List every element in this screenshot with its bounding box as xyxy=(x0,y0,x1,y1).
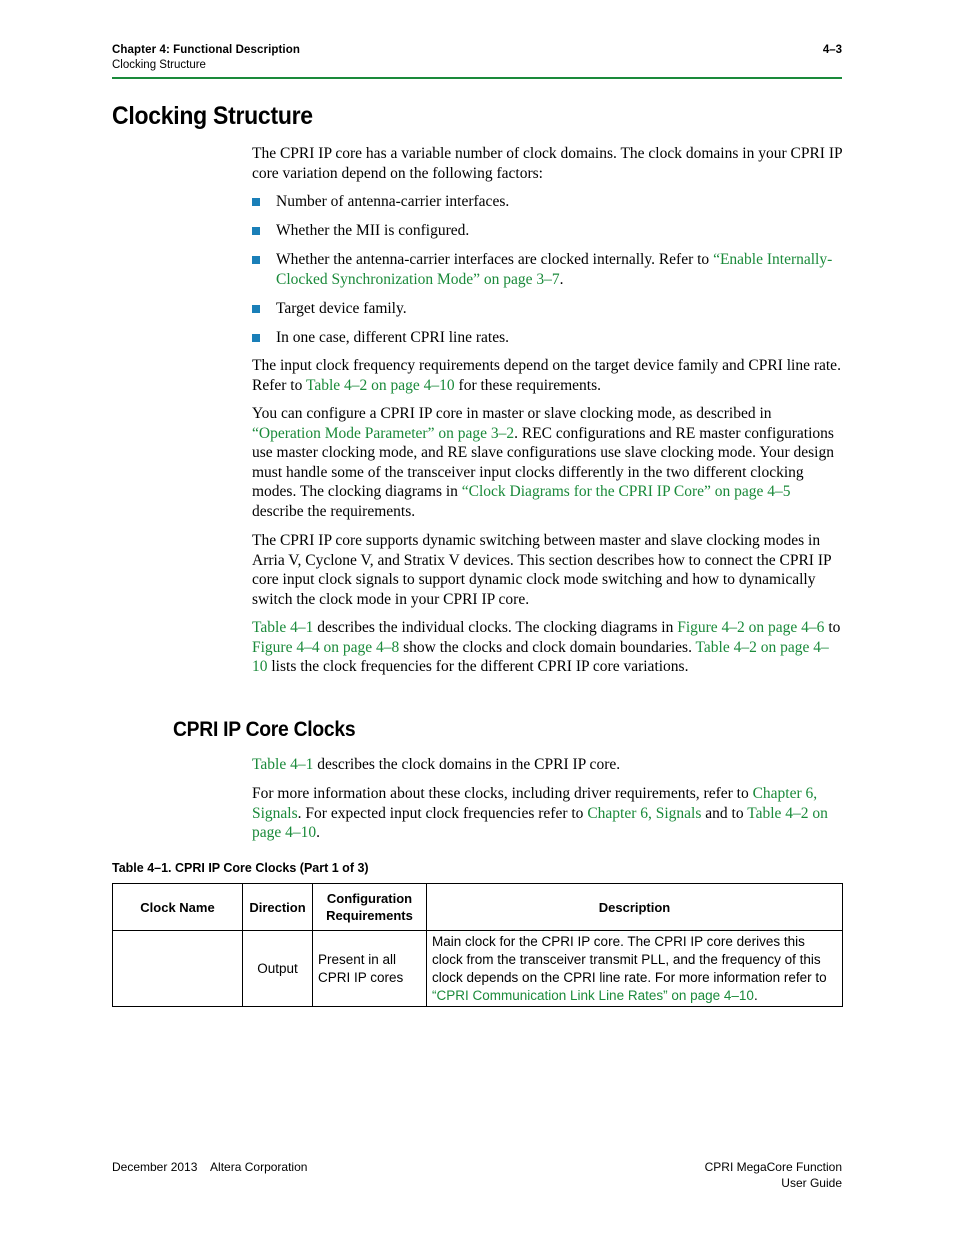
cross-reference-link[interactable]: Table 4–2 on page 4–10 xyxy=(252,804,828,841)
cell-line: CPRI IP cores xyxy=(318,969,404,985)
subsection-intro xyxy=(252,755,844,775)
paragraph-text: You can configure a CPRI IP core in master or slave clocking mode, as described in xyxy=(252,405,772,422)
paragraph-text: The input clock frequency requirements depend on the target device family and CPRI line rate. Refer to xyxy=(252,357,841,394)
bullet-square-icon xyxy=(252,305,260,313)
dynamic-switching-paragraph xyxy=(252,531,844,609)
cross-reference-link[interactable]: Table 4–1 xyxy=(252,756,314,773)
footer-document-type: User Guide xyxy=(781,1176,842,1190)
table-header-row xyxy=(113,884,843,931)
section-heading: CPRI IP Core Clocks xyxy=(173,718,356,741)
column-header-clock-name: Clock Name xyxy=(113,884,243,931)
paragraph-text: and to xyxy=(701,804,748,822)
paragraph-text: The CPRI IP core supports dynamic switching between master and slave clocking modes in Arria V, Cyclone V, and Stratix V devices. This section describes how to connect the CPRI IP core input clock signals to support dynamic clock mode switching and how to dynamically switch the clock mode in your CPRI IP core. xyxy=(252,532,832,608)
cross-reference-link[interactable]: Chapter 6, Signals xyxy=(587,804,702,822)
running-header-chapter: Chapter 4: Functional Description xyxy=(112,44,300,56)
cell-clock-name xyxy=(113,931,243,1007)
cross-reference-link[interactable]: Chapter 6, Signals xyxy=(252,785,818,822)
cross-reference-link[interactable]: Table 4–1 xyxy=(252,619,314,636)
bullet-square-icon xyxy=(252,334,260,342)
cell-description xyxy=(427,931,843,1007)
bullet-square-icon xyxy=(252,198,260,206)
paragraph-text: describes the individual clocks. The clocking diagrams in xyxy=(313,619,678,636)
paragraph-text: . For expected input clock frequencies refer to xyxy=(297,804,588,822)
cell-direction: Output xyxy=(243,931,313,1007)
column-header-description: Description xyxy=(427,884,843,931)
clocks-table xyxy=(112,883,843,1007)
page-number: 4–3 xyxy=(822,44,842,56)
list-item-text: In one case, different CPRI line rates. xyxy=(276,329,509,346)
paragraph-text: to xyxy=(824,619,841,636)
list-item xyxy=(252,299,844,328)
footer-document-title: CPRI MegaCore Function xyxy=(704,1160,842,1174)
factor-list xyxy=(252,192,844,357)
column-header-configuration xyxy=(313,884,427,931)
cross-reference-link[interactable]: Figure 4–2 on page 4–6 xyxy=(677,619,825,636)
cross-reference-link[interactable]: “Operation Mode Parameter” on page 3–2 xyxy=(252,424,515,442)
list-item-text: Number of antenna-carrier interfaces. xyxy=(276,193,510,210)
cross-reference-link[interactable]: “Clock Diagrams for the CPRI IP Core” on page 4–5 xyxy=(461,483,791,500)
cell-configuration xyxy=(313,931,427,1007)
cell-text: . xyxy=(753,987,758,1003)
header-line: Requirements xyxy=(326,908,413,923)
list-item-text: Whether the MII is configured. xyxy=(276,222,470,239)
list-item xyxy=(252,221,844,250)
clock-reference-paragraph xyxy=(252,618,844,677)
column-header-direction: Direction xyxy=(243,884,313,931)
paragraph-text: lists the clock frequencies for the different CPRI IP core variations. xyxy=(267,658,689,675)
paragraph-text: show the clocks and clock domain boundaries. xyxy=(399,638,696,656)
subsection-references xyxy=(252,784,844,843)
cross-reference-link[interactable]: Table 4–2 on page 4–10 xyxy=(252,638,829,675)
paragraph-text: For more information about these clocks, including driver requirements, refer to xyxy=(252,785,753,802)
list-item-text: . xyxy=(559,270,564,288)
paragraph-text: describe the requirements. xyxy=(252,502,416,520)
page-title: Clocking Structure xyxy=(112,102,313,130)
frequency-paragraph xyxy=(252,356,844,395)
bullet-square-icon xyxy=(252,256,260,264)
cell-line: Present in all xyxy=(318,951,397,967)
cell-text: Main clock for the CPRI IP core. The CPRI IP core derives this clock from the transceiver transmit PLL, and the frequency of this clock depends on the CPRI line rate. For more information refer to xyxy=(432,933,827,985)
running-header-section: Clocking Structure xyxy=(112,59,206,71)
list-item xyxy=(252,328,844,357)
cross-reference-link[interactable]: Table 4–2 on page 4–10 xyxy=(305,376,455,394)
paragraph-text: for these requirements. xyxy=(454,376,602,394)
table-caption: Table 4–1. CPRI IP Core Clocks (Part 1 of 3) xyxy=(112,861,369,875)
list-item-text: Whether the antenna-carrier interfaces are clocked internally. Refer to xyxy=(276,251,714,268)
bullet-square-icon xyxy=(252,227,260,235)
footer-date-publisher: December 2013 Altera Corporation xyxy=(112,1160,308,1174)
paragraph-text: . xyxy=(316,824,321,841)
table-row xyxy=(113,931,843,1007)
cross-reference-link[interactable]: “CPRI Communication Link Line Rates” on page 4–10 xyxy=(432,987,754,1003)
header-rule xyxy=(112,77,842,79)
paragraph-text: . REC configurations and RE master configurations use master clocking mode, and RE slave configurations use slave clocking mode. Your design must handle some of the transceiver input clocks differently in the two different clocking modes. The clocking diagrams in xyxy=(252,424,834,500)
clocking-mode-paragraph xyxy=(252,404,844,521)
list-item xyxy=(252,192,844,221)
intro-paragraph xyxy=(252,144,844,183)
intro-text: The CPRI IP core has a variable number of clock domains. The clock domains in your CPRI IP core variation depend on the following factors: xyxy=(252,145,843,182)
list-item-text: Target device family. xyxy=(276,300,407,317)
cross-reference-link[interactable]: Figure 4–4 on page 4–8 xyxy=(252,638,400,656)
paragraph-text: describes the clock domains in the CPRI IP core. xyxy=(313,756,621,773)
header-line: Configuration xyxy=(326,891,413,906)
cross-reference-link[interactable]: “Enable Internally-Clocked Synchronization Mode” on page 3–7 xyxy=(276,251,833,288)
list-item xyxy=(252,250,844,299)
